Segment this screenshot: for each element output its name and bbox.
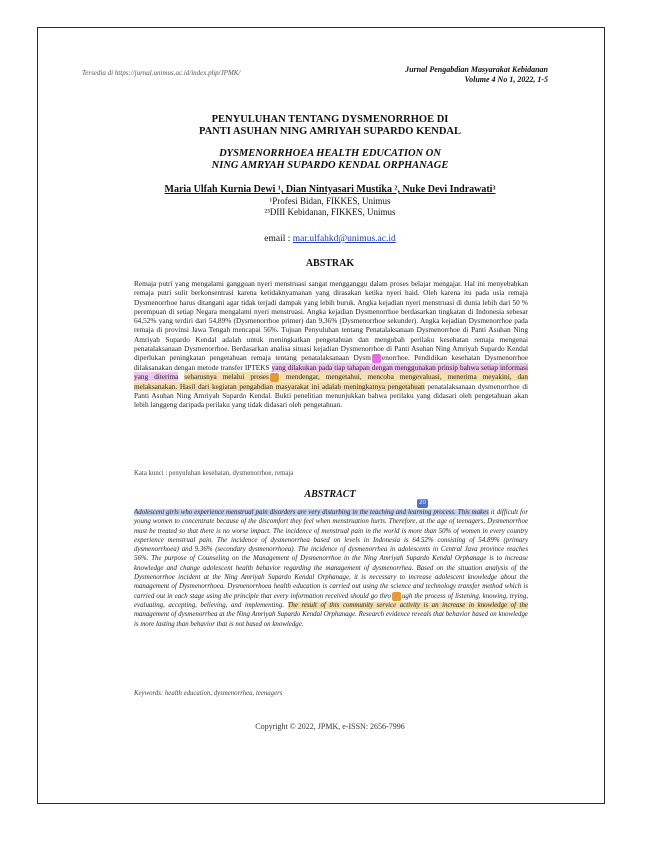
abstract-text-3: management of dysmenorrhea at the Ning Amriyah Supardo Kendal Orphanage. Research evidence reveals that behavior based on knowledge is more lasting than behavior that is not based on knowledge. — [134, 611, 528, 628]
orange-annotation-marker[interactable] — [270, 373, 279, 382]
email-label: email : — [264, 234, 291, 244]
abstract-keywords: Keywords: health education, dysmenorrhea, teenagers — [134, 690, 283, 697]
orange-highlight-c[interactable]: The result of this community service activity is an increase in knowledge of the — [287, 602, 528, 610]
journal-url-header: Tersedia di https://jurnal.unimus.ac.id/index.php/JPMK/ — [82, 69, 241, 77]
abstract-heading: ABSTRACT — [304, 489, 356, 500]
orange-highlight-b[interactable]: mendengar, mengetahui, mencoba mengevaluasi, menerima meyakini, dan melaksanakan. Hasil dari kegiatan pengabdian masyarakat ini adalah meningkatnya pengetahuan — [134, 372, 528, 391]
annotation-count-badge[interactable]: 20 — [417, 499, 428, 508]
journal-title: Jurnal Pengabdian Masyarakat Kebidanan — [405, 65, 548, 74]
abstract-body — [134, 508, 528, 629]
title-line-1: PENYULUHAN TENTANG DYSMENORRHOE DI — [211, 114, 449, 125]
abstrak-text-1: Remaja putri yang mengalami gangguan nyeri menstruasi sangat mengganggu dalam proses belajar mengajar. Hal ini menyebabkan remaja putri sulit berkonsentrasi karena ketidaknyamanan yang dirasakan ketika nyeri haid. Oleh karena itu pada usia remaja Dysmenorrhoe harus ditangani agar tidak terjadi dampak yang lebih buruk. Angka kejadian nyeri menstruasi di dunia lebih dari 50 % perempuan di setiap Negara mengalami nyeri menstruasi. Angka kejadian Dysmenorrhoe berdasarkan tingkatan di Indonesia sebesar 64,52% yang terdiri dari 54,89% (Dysmenorrhoe primer) dan 9,36% (Dysmenorrhoe sekunder). Angka kejadian Dysmenorrhoe pada remaja di provinsi Jawa Tengah mencapai 56%. Tujuan Penyuluhan tentang Penatalaksanaan Dysmenorrhoe di Panti Asuhan Ning Amriyah Supardo Kendal adalah untuk meningkatkan pengetahuan dan mengubah perilaku kesehatan remaja mengenai penatalaksanaan Dysmenorrhoe. Berdasarkan analisa situasi kejadian Dysmenorrhoe di Panti Asuhan Ning Amriyah Supardo Kendal diperlukan peningkatan pengetahuan remaja tentang penatalaksanaan Dysm — [134, 279, 528, 362]
affiliation-1: ¹Profesi Bidan, FIKKES, Unimus — [269, 196, 391, 206]
paper-subtitle — [120, 148, 540, 172]
abstrak-text-3: penatalaksanaan dysmenorrhoe di Panti Asuhan Ning Amriyah Supardo Kendal. Bukti penelitian menunjukkan bahwa perilaku yang didasari oleh pengetahuan akan lebih langgeng daripada perilaku yang tidak didasari oleh pengetahuan. — [134, 381, 528, 410]
abstract-text-2: ugh the process of listening, knowing, trying, evaluating, accepting, believing, and implementing. — [134, 592, 528, 610]
pink-annotation-marker[interactable] — [372, 354, 381, 363]
author-list: Maria Ulfah Kurnia Dewi ¹, Dian Nintyasari Mustika ², Nuke Devi Indrawati³ — [164, 184, 496, 195]
pink-highlight[interactable]: yang dilakukan pada tiap tahapan dengan menggunakan prinsip bahwa setiap informasi yang diterima — [134, 362, 528, 382]
paper-page — [37, 27, 605, 804]
email-line — [120, 234, 540, 244]
abstrak-text-2: enorrhoe. Pendidikan kesehatan Dysmenorrhoe dilaksanakan dengan metode transfer IPTEKS — [134, 353, 528, 372]
paper-title — [120, 114, 540, 138]
subtitle-line-2: NING AMRYAH SUPARDO KENDAL ORPHANAGE — [211, 160, 449, 171]
journal-name-header — [330, 65, 548, 85]
abstrak-body — [134, 279, 528, 410]
journal-volume: Volume 4 No 1, 2022, 1-5 — [464, 75, 548, 84]
abstrak-keywords: Kata kunci : penyuluhan kesehatan, dysmenorrhoe, remaja — [134, 470, 294, 477]
affiliations — [120, 196, 540, 218]
affiliation-2: ²³DIII Kebidanan, FIKKES, Unimus — [264, 207, 396, 217]
copyright-footer: Copyright © 2022, JPMK, e-ISSN: 2656-7996 — [255, 722, 405, 731]
orange-highlight-a[interactable]: seharusnya melalui proses — [184, 372, 269, 382]
abstrak-heading: ABSTRAK — [305, 258, 355, 269]
title-line-2: PANTI ASUHAN NING AMRIYAH SUPARDO KENDAL — [198, 126, 462, 137]
subtitle-line-1: DYSMENORRHOEA HEALTH EDUCATION ON — [219, 148, 441, 159]
abstract-text-1: it difficult for young women to concentrate because of the discomfort they feel when menstruation hurts. Therefore, at the age of teenagers, Dysmenorrhoe must be treated so that there is no worse impact. The incidence of menstrual pain in the world is more than 50% of women in every country experience menstrual pain. The incidence of dysmenorrhea based on levels in Indonesia is 64.52% consisting of 54.89% (primary dysmenorrhoea) and 9.36% (secondary dysmenorrhoea). The incidence of dysmenorrhea in adolescents in Central Java province reaches 56%. The purpose of Counseling on the Management of Dysmenorrhoe in the Ning Amriyah Supardo Kendal Orphanage is to increase knowledge and change adolescent health behavior regarding the management of dysmenorrhea. Based on the situation analysis of the Dysmenorrhoe incident at the Ning Amriyah Supardo Kendal Orphanage, it is necessary to increase adolescent knowledge about the management of Dysmenorrhoea. Dysmenorrhoea health education is carried out using the science and technology transfer method which is carried out in each stage using the principle that every information received should go thro — [134, 509, 528, 600]
email-link[interactable]: mar.ulfahkd@unimus.ac.id — [292, 234, 396, 244]
orange-annotation-marker-2[interactable] — [392, 592, 401, 601]
blue-highlight[interactable]: Adolescent girls who experience menstrual pain disorders are very disturbing in the teaching and learning process. This makes — [134, 509, 489, 516]
